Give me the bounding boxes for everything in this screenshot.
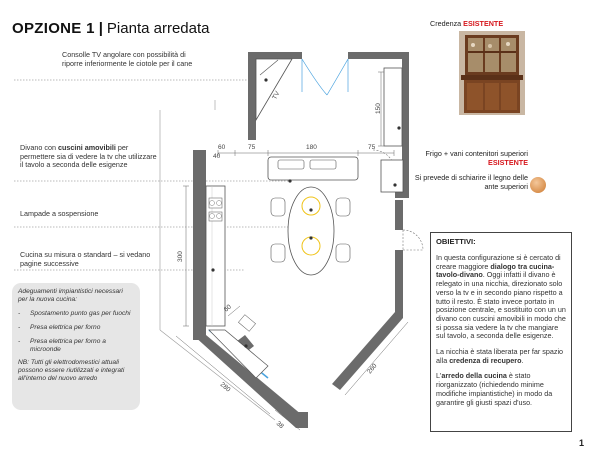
impianti-note: NB: Tutti gli elettrodomestici attuali possono essere riutilizzati e integrati all'interno del nuovo arredo — [18, 359, 125, 383]
sofa — [268, 157, 358, 183]
impianti-item: - Presa elettrica per forno a microonde — [18, 338, 134, 354]
dim-40: 40 — [213, 153, 221, 160]
annotation-divano: Divano con cuscini amovibili per permettere sia di vedere la tv che utilizzare il tavolo a seconda delle esigenze — [20, 143, 157, 170]
window-top — [302, 59, 348, 95]
tv-label: TV — [271, 90, 282, 101]
impianti-intro: Adeguamenti impiantistici necessari per la nuova cucina: — [18, 288, 123, 303]
credenza-photo — [459, 31, 525, 115]
objectives-p1: In questa configurazione si è cercato di creare maggiore dialogo tra cucina-tavolo-divano. Oggi infatti il divano è relegato in una nicchia, direzionato solo verso la tv e in secondo piano rispetto a tutto il resto. È stato invece portato in posizione centrale, e sostituito con un un divano con cuscini amovibili in modo che si possa sia vedere la tv che mangiare sul tavolo, a seconda delle esigenze. — [436, 253, 566, 341]
frigo-label: Frigo + vani contenitori superiori ESISTENTE — [425, 149, 528, 167]
dim-260: 260 — [366, 362, 379, 376]
impianti-item: - Presa elettrica per forno — [18, 324, 134, 332]
dim-60: 60 — [218, 144, 226, 151]
page-number: 1 — [579, 438, 585, 448]
dim-38: 38 — [274, 420, 285, 431]
dim-75a: 75 — [248, 144, 256, 151]
credenza-plan — [384, 68, 402, 146]
objectives-p3: L'arredo della cucina è stato riorganizzato (richiedendo minime modifiche impiantistiche) in modo da garantire gli giusti spazi d'uso. — [436, 371, 553, 407]
objectives-title: OBIETTIVI: — [436, 237, 476, 246]
annotation-cucina: Cucina su misura o standard – si vedano pagine successive — [20, 250, 151, 268]
objectives-box — [430, 232, 572, 432]
tv-consolle — [256, 59, 292, 120]
wood-sample — [530, 177, 546, 193]
title-main: OPZIONE 1 — [12, 20, 95, 37]
annotation-lampade: Lampade a sospensione — [20, 209, 99, 218]
schiarire-note: Si prevede di schiarire il legno delle ante superiori — [414, 173, 528, 191]
annotation-consolle: Consolle TV angolare con possibilità di riporre inferiormente le ciotole per il cane — [62, 50, 193, 68]
dim-280: 280 — [218, 381, 232, 394]
impianti-list — [18, 310, 134, 354]
title-sub: Pianta arredata — [106, 20, 210, 37]
impianti-item: - Spostamento punto gas per fuochi — [18, 310, 134, 318]
credenza-label: Credenza ESISTENTE — [430, 19, 504, 28]
dim-75b: 75 — [368, 144, 376, 151]
dim-300: 300 — [177, 251, 184, 262]
dining-table — [271, 187, 350, 275]
dim-60b: 60 — [222, 303, 233, 314]
dim-150: 150 — [375, 103, 382, 114]
frigo-plan — [381, 160, 403, 192]
title-separator: | — [98, 20, 103, 37]
dim-180: 180 — [306, 144, 317, 151]
impianti-box — [12, 283, 140, 410]
objectives-p2: La nicchia è stata liberata per far spazio alla credenza di recupero. — [436, 347, 564, 365]
